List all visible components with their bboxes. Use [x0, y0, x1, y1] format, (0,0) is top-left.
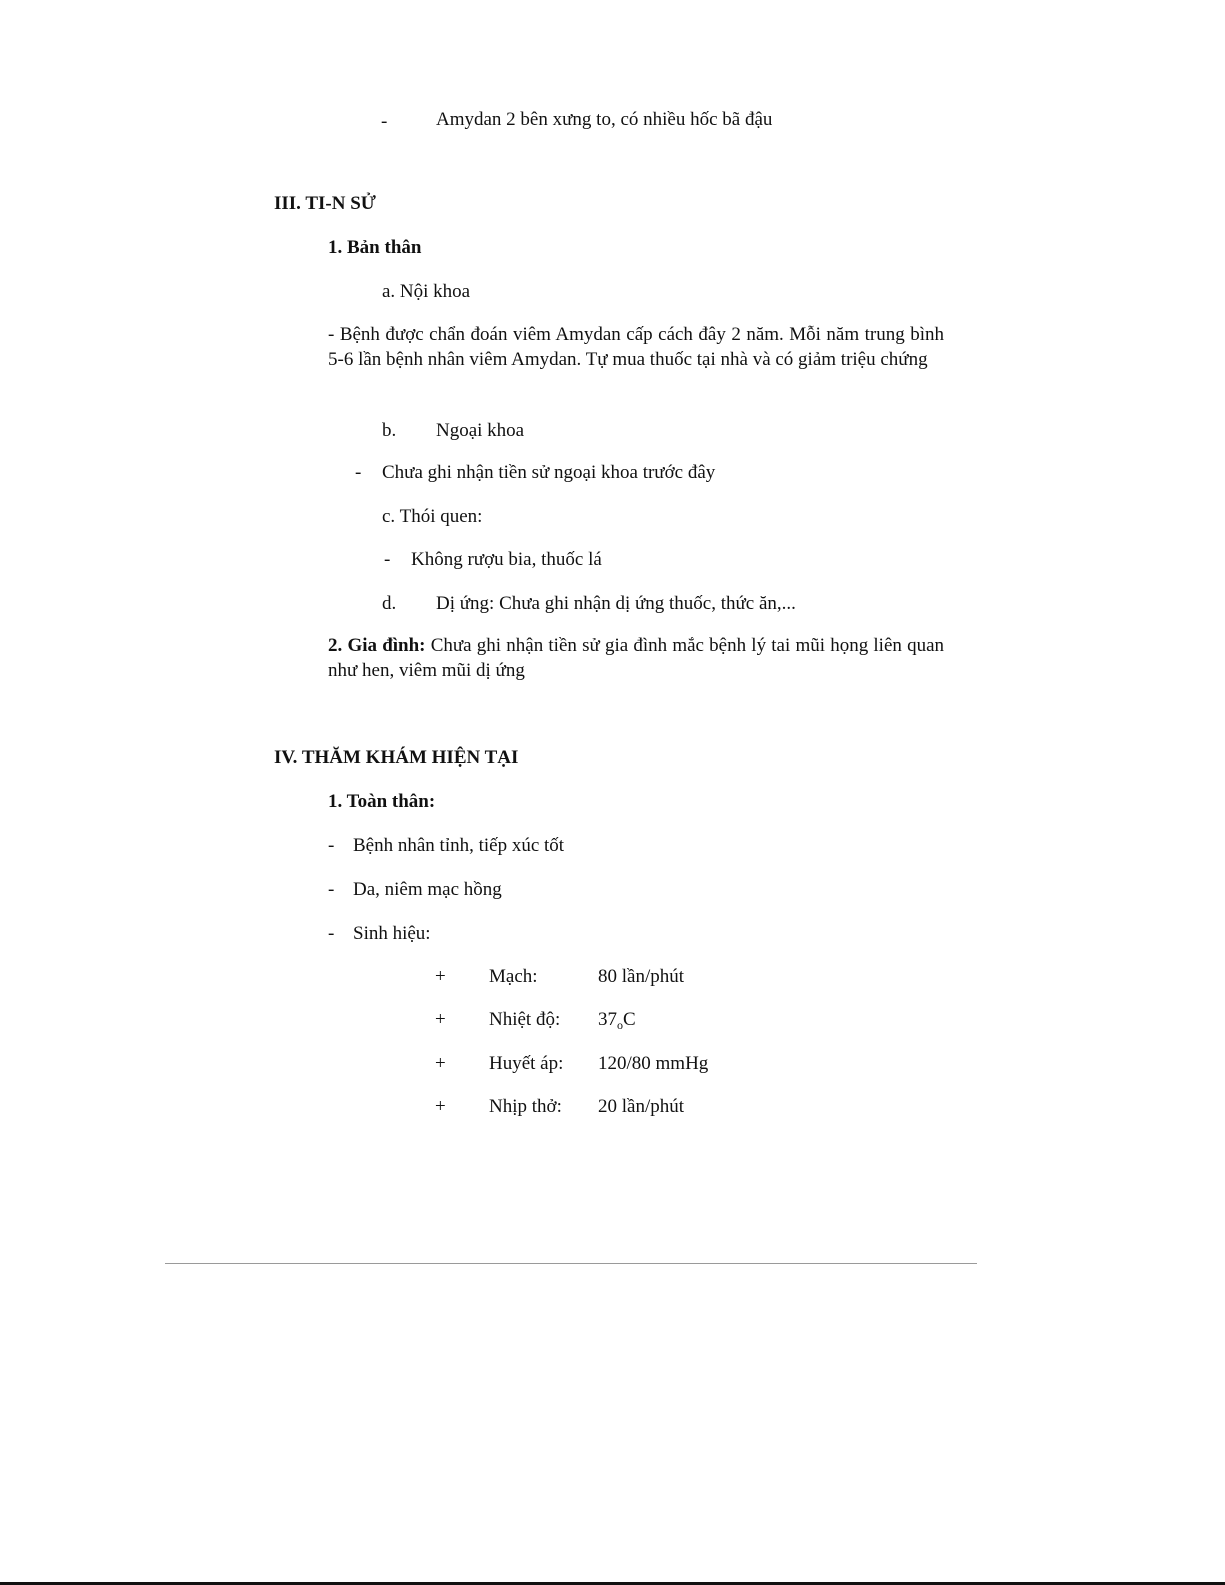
surgical-marker: b. [382, 420, 397, 441]
habits-text: Không rượu bia, thuốc lá [411, 549, 602, 570]
subheading-personal: 1. Bản thân [328, 237, 422, 258]
vital-marker: + [435, 1009, 446, 1030]
subheading-general: 1. Toàn thân: [328, 791, 436, 812]
list-bullet: - [384, 549, 391, 570]
vital-marker: + [435, 966, 446, 987]
family-history-paragraph [328, 633, 944, 683]
vital-blood-pressure-label: Huyết áp: [489, 1053, 564, 1074]
vital-marker: + [435, 1053, 446, 1074]
list-bullet: - [328, 835, 335, 856]
family-history-text: Chưa ghi nhận tiền sử gia đình mắc bệnh lý tai mũi họng liên quan như hen, viêm mũi dị ứng [328, 635, 944, 681]
general-item-skin: Da, niêm mạc hồng [353, 879, 502, 900]
allergy-marker: d. [382, 593, 397, 614]
tonsil-finding-text: Amydan 2 bên xưng to, có nhiều hốc bã đậu [436, 109, 773, 130]
list-bullet: - [328, 879, 335, 900]
vital-marker: + [435, 1096, 446, 1117]
list-bullet: - [381, 111, 388, 132]
general-item-vitals-label: Sinh hiệu: [353, 923, 431, 944]
vital-temperature-value: $37_oC$ [598, 1009, 636, 1032]
page-footer-divider [165, 1263, 977, 1264]
vital-pulse-label: Mạch: [489, 966, 538, 987]
family-history-label: 2. Gia đình: [328, 635, 426, 656]
list-bullet: - [328, 923, 335, 944]
section-heading-history: III. TI-N SỬ [274, 193, 376, 214]
vital-pulse-value: 80 lần/phút [598, 966, 685, 987]
habits-label: c. Thói quen: [382, 506, 483, 527]
section-heading-exam: IV. THĂM KHÁM HIỆN TẠI [274, 747, 519, 768]
internal-medicine-label: a. Nội khoa [382, 281, 471, 302]
vital-respiration-label: Nhịp thở: [489, 1096, 562, 1117]
internal-medicine-text: - Bệnh được chẩn đoán viêm Amydan cấp cách đây 2 năm. Mỗi năm trung bình 5-6 lần bệnh nhân viêm Amydan. Tự mua thuốc tại nhà và có giảm triệu chứng [328, 324, 944, 370]
vital-blood-pressure-value: 120/80 mmHg [598, 1053, 709, 1074]
surgical-text: Chưa ghi nhận tiền sử ngoại khoa trước đây [382, 462, 716, 483]
list-bullet: - [355, 462, 362, 483]
surgical-label: Ngoại khoa [436, 420, 525, 441]
vital-temperature-label: Nhiệt độ: [489, 1009, 561, 1030]
general-item-consciousness: Bệnh nhân tỉnh, tiếp xúc tốt [353, 835, 565, 856]
vital-respiration-value: 20 lần/phút [598, 1096, 685, 1117]
allergy-text: Dị ứng: Chưa ghi nhận dị ứng thuốc, thức ăn,... [436, 593, 796, 614]
